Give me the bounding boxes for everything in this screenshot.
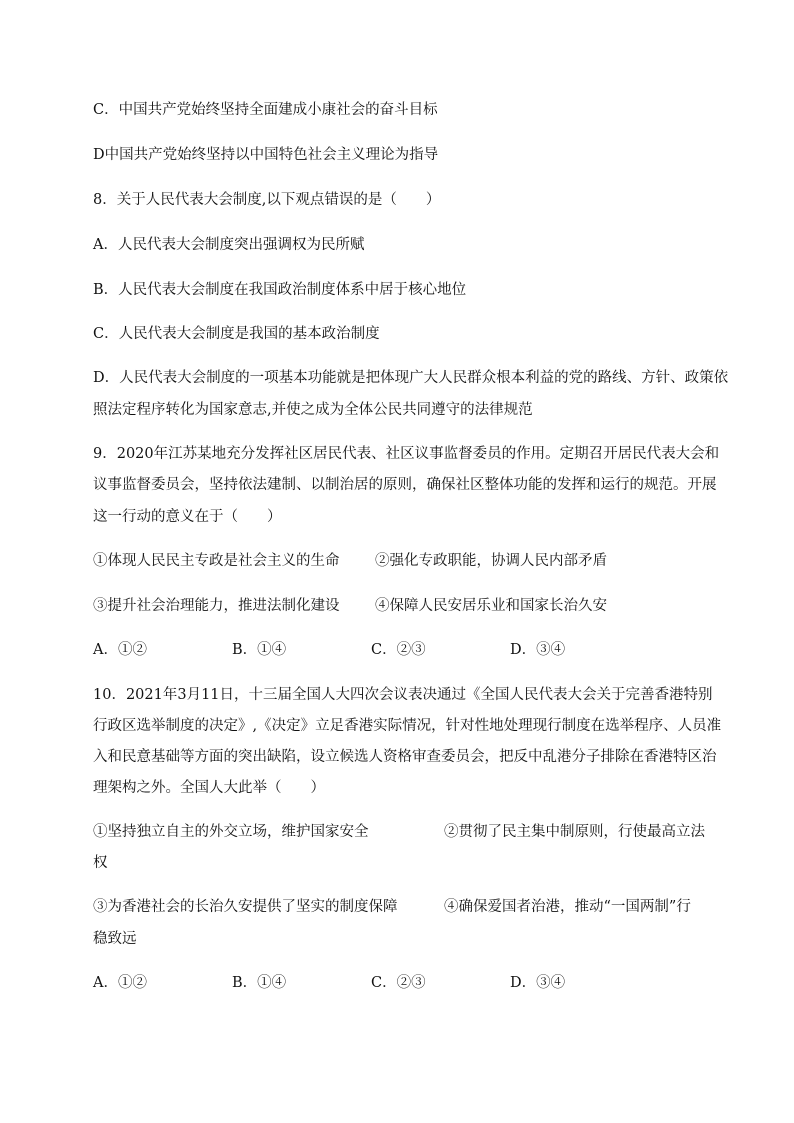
q9-stem-line2: 议事监督委员会，坚持依法建制、以制治居的原则，确保社区整体功能的发挥和运行的规范。开展	[93, 477, 717, 493]
q10-choice-c: C．②③	[371, 975, 426, 991]
q9-choice-d: D．③④	[510, 642, 566, 658]
q10-item-3: ③为香港社会的长治久安提供了坚实的制度保障	[93, 899, 398, 915]
q8-option-d-line2: 照法定程序转化为国家意志,并使之成为全体公民共同遵守的法律规范	[93, 402, 533, 418]
q7-option-d: D中国共产党始终坚持以中国特色社会主义理论为指导	[93, 147, 439, 163]
q9-item-2: ②强化专政职能，协调人民内部矛盾	[375, 553, 607, 569]
q10-item-1: ①坚持独立自主的外交立场，维护国家安全	[93, 824, 369, 840]
q9-item-4: ④保障人民安居乐业和国家长治久安	[375, 598, 607, 614]
q10-stem-line4: 理架构之外。全国人大此举（ ）	[93, 780, 325, 796]
q10-choice-a: A．①②	[93, 975, 147, 991]
q10-item-4-line1: ④确保爱国者治港，推动“一国两制”行	[444, 899, 691, 915]
q9-item-1: ①体现人民民主专政是社会主义的生命	[93, 553, 340, 569]
q8-option-d-line1: D．人民代表大会制度的一项基本功能就是把体现广大人民群众根本利益的党的路线、方针、政策依	[93, 370, 729, 386]
q8-option-c: C．人民代表大会制度是我国的基本政治制度	[93, 326, 380, 342]
q7-option-c: C．中国共产党始终坚持全面建成小康社会的奋斗目标	[93, 102, 438, 118]
q9-stem-line3: 这一行动的意义在于（ ）	[93, 509, 282, 525]
q8-stem: 8．关于人民代表大会制度,以下观点错误的是（ ）	[93, 192, 441, 208]
q10-item-2-line2: 权	[93, 855, 108, 871]
q8-option-a: A．人民代表大会制度突出强调权为民所赋	[93, 237, 365, 253]
q10-choice-d: D．③④	[510, 975, 566, 991]
q10-stem-line3: 入和民意基础等方面的突出缺陷，设立候选人资格审查委员会，把反中乱港分子排除在香港特区治	[93, 749, 717, 765]
q9-choice-c: C．②③	[371, 642, 426, 658]
q10-stem-line2: 行政区选举制度的决定》,《决定》立足香港实际情况，针对性地处理现行制度在选举程序、人员准	[93, 718, 722, 734]
q10-choice-b: B．①④	[232, 975, 287, 991]
q10-item-2-line1: ②贯彻了民主集中制原则，行使最高立法	[444, 824, 705, 840]
q8-option-b: B．人民代表大会制度在我国政治制度体系中居于核心地位	[93, 282, 467, 298]
q9-stem-line1: 9．2020年江苏某地充分发挥社区居民代表、社区议事监督委员的作用。定期召开居民代表大会和	[93, 446, 720, 462]
q10-stem-line1: 10．2021年3月11日，十三届全国人大四次会议表决通过《全国人民代表大会关于完善香港特别	[93, 687, 713, 703]
q10-item-4-line2: 稳致远	[93, 931, 137, 947]
q9-choice-a: A．①②	[93, 642, 147, 658]
q9-item-3: ③提升社会治理能力，推进法制化建设	[93, 598, 340, 614]
q9-choice-b: B．①④	[232, 642, 287, 658]
